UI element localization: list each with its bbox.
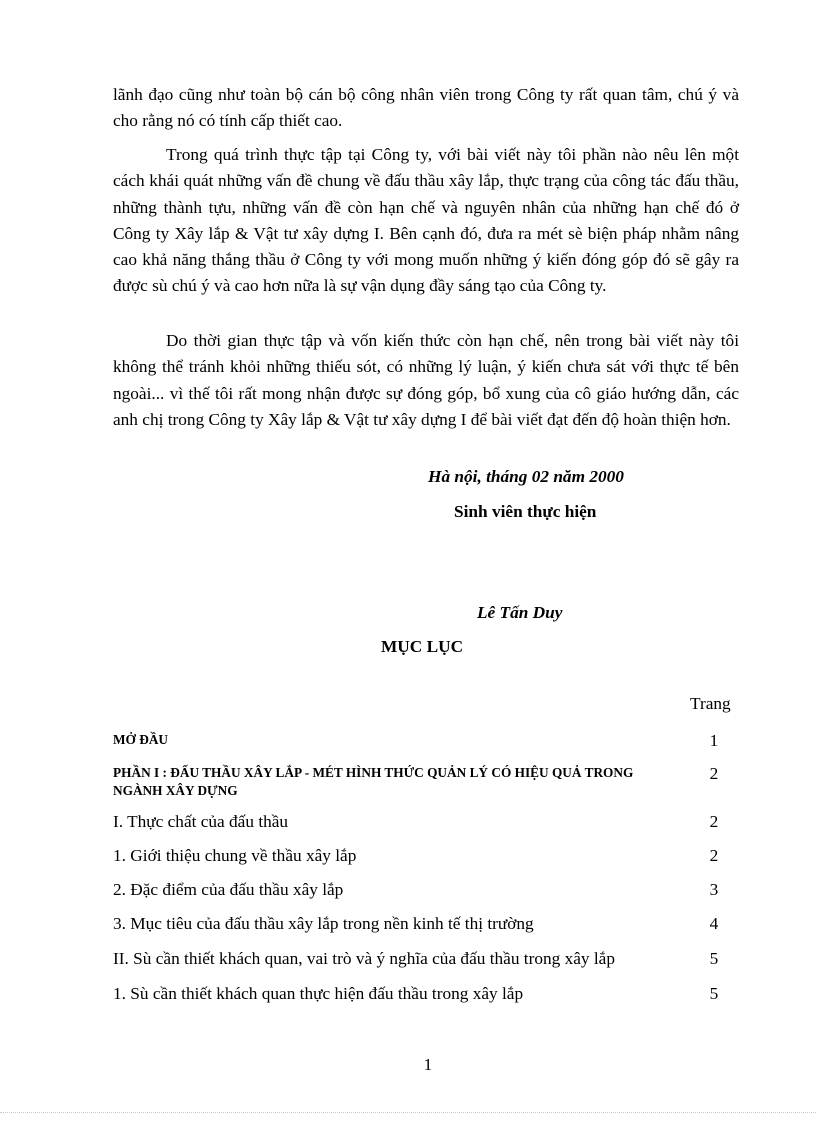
toc-entry-label: PHẦN I : ĐẤU THẦU XÂY LẮP - MÉT HÌNH THỨC QUẢN LÝ CÓ HIỆU QUẢ TRONG NGÀNH XÂY DỰNG: [113, 765, 634, 798]
signature-name: Lê Tấn Duy: [477, 603, 563, 622]
body-paragraph-limitations: Do thời gian thực tập và vốn kiến thức còn hạn chế, nên trong bài viết này tôi không thể tránh khỏi những thiếu sót, có những lý luận, ý kiến chưa sát với thực tế bên ngoài... vì thế tôi rất mong nhận được sự đóng góp, bổ xung của cô giáo hướng dẫn, các anh chị trong Công ty Xây lắp & Vật tư xây dựng I để bài viết đạt đến độ hoàn thiện hơn.: [113, 331, 739, 429]
page-number: 1: [423, 1055, 433, 1074]
toc-entry-page: 2: [709, 764, 719, 783]
toc-entry-page: 3: [709, 880, 719, 899]
toc-entry-label: II. Sù cần thiết khách quan, vai trò và ý nghĩa của đấu thầu trong xây lắp: [113, 949, 615, 968]
toc-entry-page: 4: [709, 914, 719, 933]
signature-date: Hà nội, tháng 02 năm 2000: [428, 467, 624, 486]
toc-entry-page: 2: [709, 812, 719, 831]
toc-title: MỤC LỤC: [381, 637, 464, 656]
toc-page-column-header: Trang: [690, 694, 731, 713]
toc-entry-label: MỞ ĐẦU: [113, 732, 169, 747]
toc-entry-label: 3. Mục tiêu của đấu thầu xây lắp trong nền kinh tế thị trường: [113, 914, 534, 933]
toc-entry-page: 5: [709, 984, 719, 1003]
page-bottom-divider: [0, 1112, 816, 1113]
toc-entry-label: 1. Giới thiệu chung về thầu xây lắp: [113, 846, 357, 865]
toc-entry-page: 2: [709, 846, 719, 865]
signature-role: Sinh viên thực hiện: [454, 502, 597, 521]
toc-entry-page: 1: [709, 731, 719, 750]
toc-entry-page: 5: [709, 949, 719, 968]
body-paragraph-internship: Trong quá trình thực tập tại Công ty, với bài viết này tôi phần nào nêu lên một cách khái quát những vấn đề chung về đấu thầu xây lắp, thực trạng của công tác đấu thầu, những thành tựu, những vấn đề còn hạn chế và nguyên nhân của những hạn chế đó ở Công ty Xây lắp & Vật tư xây dựng I. Bên cạnh đó, đưa ra mét sè biện pháp nhằm nâng cao khả năng thắng thầu ở Công ty với mong muốn những ý kiến đóng góp đó sẽ gây ra được sù chú ý và cao hơn nữa là sự vận dụng đầy sáng tạo của Công ty.: [113, 145, 739, 296]
toc-entry-label: 2. Đặc điểm của đấu thầu xây lắp: [113, 880, 344, 899]
toc-entry-label: 1. Sù cần thiết khách quan thực hiện đấu thầu trong xây lắp: [113, 984, 524, 1003]
body-paragraph-continuation: lãnh đạo cũng như toàn bộ cán bộ công nhân viên trong Công ty rất quan tâm, chú ý và cho rằng nó có tính cấp thiết cao.: [113, 85, 739, 131]
toc-entry-label: I. Thực chất của đấu thầu: [113, 812, 289, 831]
